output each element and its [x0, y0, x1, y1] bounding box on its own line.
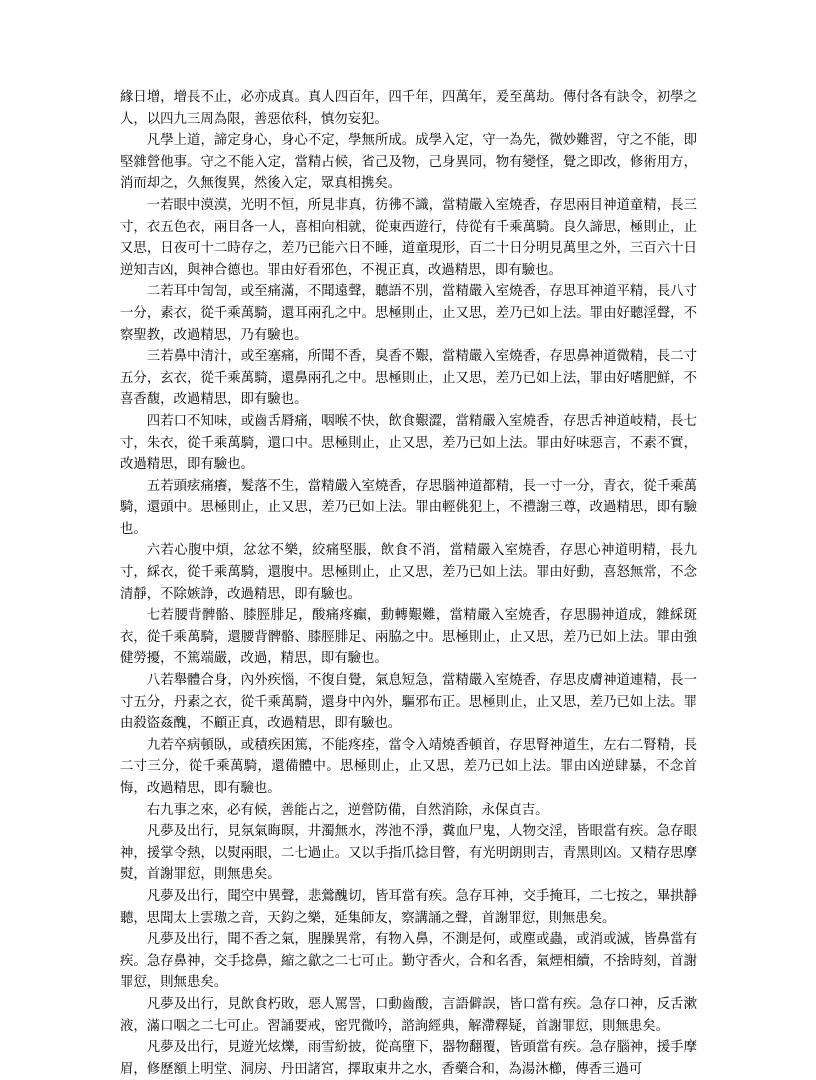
paragraph: 八若舉體合身，內外疾惱，不復自覺，氣息短急，當精嚴入室燒香，存思皮膚神道連精，長一寸五分，丹素之衣，從千乘萬騎，還身中內外，驅邪布正。思極則止，止又思，差乃已如上法。罪由殺盜姦醜，不顧正真，改過精思，即有驗也。 [120, 673, 697, 732]
paragraph: 凡夢及出行，見飲食朽敗，惡人罵詈，口動齒酸，言語僻誤，皆口當有疾。急存口神，反舌漱液，滿口咽之二七可止。習誦要戒，密咒微吟，諮詢經典，解滯釋疑，首謝罪愆，則無患矣。 [120, 996, 697, 1034]
paragraph: 七若腰背髀骼、膝脛腓足，酸痛疼癲，動轉艱難，當精嚴入室燒香，存思腸神道成，雜綵斑衣，從千乘萬騎，還腰背髀骼、膝脛腓足、兩脇之中。思極則止，止又思，差乃已如上法。罪由強健勞擾，不篤端嚴，改過，精思，即有驗也。 [120, 608, 697, 667]
paragraph: 凡學上道，諦定身心，身心不定，學無所成。成學入定，守一為先，微妙難習，守之不能，即堅雜營他事。守之不能入定，當精占候，省己及物，己身異同，物有變怪，覺之即改，修術用方，消而却之，久無復異，然後入定，眾真相携矣。 [120, 133, 697, 192]
document-page [120, 87, 697, 1080]
paragraph: 一若眼中漠漠，光明不恒，所見非真，彷彿不識，當精嚴入室燒香，存思兩目神道童精，長三寸，衣五色衣，兩目各一人，喜相向相就，從東西遊行，侍從有千乘萬騎。良久諦思，極則止，止又思，日夜可十二時存之，差乃已能六日不睡，道童現形，百二十日分明見萬里之外，三百六十日逆知吉凶，與神合德也。罪由好看邪色，不視正真，改過精思，即有驗也。 [120, 197, 697, 278]
paragraph: 凡夢及出行，見遊光炫爍，雨雪紛披，從高墮下，器物翻覆，皆頭當有疾。急存腦神，援手摩眉，修歷額上明堂、洞房、丹田諸宮，擇取東井之水，香藥合和，為湯沐櫛，傳香三過可 [120, 1040, 697, 1077]
paragraph: 二若耳中訇訇，或至痛滿，不聞遠聲，聽語不別，當精嚴入室燒香，存思耳神道平精，長八寸一分，素衣，從千乘萬騎，還耳兩孔之中。思極則止，止又思，差乃已如上法。罪由好聽淫聲，不察聖教，改過精思，乃有驗也。 [120, 284, 697, 343]
paragraph: 六若心腹中煩，忿忿不樂，絞痛堅脹，飲食不消，當精嚴入室燒香，存思心神道明精，長九寸，綵衣，從千乘萬騎，還腹中。思極則止，止又思，差乃已如上法。罪由好動，喜怒無常，不念清靜，不除嫉諍，改過精思，即有驗也。 [120, 543, 697, 602]
paragraph: 三若鼻中清汁，或至塞痛，所聞不香，臭香不艱，當精嚴入室燒香，存思鼻神道微精，長二寸五分，玄衣，從千乘萬騎，還鼻兩孔之中。思極則止，止又思，差乃已如上法，罪由好嗜肥鮮，不喜香馥，改過精思，即有驗也。 [120, 349, 697, 408]
paragraph: 凡夢及出行，見氛氣晦暝，井濁無水，涔池不淨，糞血尸鬼，人物交淫，皆眼當有疾。急存眼神，援掌令熱，以熨兩眼，二七過止。又以手指爪捻目瞥，有光明朗則吉，青黑則凶。又精存思摩熨，首謝罪愆，則無患矣。 [120, 824, 697, 883]
paragraph: 凡夢及出行，聞空中異聲，悲鶯醜切，皆耳當有疾。急存耳神，交手掩耳，二七按之，畢拱靜聽，思聞太上雲璈之音，天鈞之樂，延集師友，察講誦之聲，首謝罪愆，則無患矣。 [120, 888, 697, 926]
paragraph: 凡夢及出行，聞不香之氣，腥臊異常，有物入鼻，不測是何，或塵或蟲，或消或滅，皆鼻當有疾。急存鼻神，交手捻鼻，縮之歙之二七可止。勤守香火，合和名香，氣煙相續，不捨時刻，首謝罪愆，則無患矣。 [120, 932, 697, 991]
paragraph: 右九事之來，必有候，善能占之，逆營防備，自然消除，永保貞吉。 [146, 802, 549, 818]
paragraph: 緣日增，增長不止，必亦成真。真人四百年，四千年，四萬年，爰至萬劫。傳付各有訣令，初學之人，以四九三周為限，善惡依科，慎勿妄犯。 [120, 90, 697, 127]
paragraph: 九若卒病頓臥，或積疾困篤，不能疼痊，當令入靖燒香頓首，存思腎神道生，左右二腎精，長二寸三分，從千乘萬騎，還備體中。思極則止，止又思，差乃已如上法。罪由凶逆肆暴，不念首悔，改過精思，即有驗也。 [120, 737, 697, 796]
paragraph: 四若口不知味，或齒舌脣痛，咽喉不快，飲食艱澀，當精嚴入室燒香，存思舌神道岐精，長七寸，朱衣，從千乘萬騎，還口中。思極則止，止又思，差乃已如上法。罪由好味惡言，不素不實，改過精思，即有驗也。 [120, 413, 697, 473]
paragraph: 五若頭痃痛癢，髮落不生，當精嚴入室燒香，存思腦神道都精，長一寸一分，青衣，從千乘萬騎，還頭中。思極則止，止又思，差乃已如上法。罪由輕佻犯上，不禮謝三尊，改過精思，即有驗也。 [120, 478, 697, 537]
